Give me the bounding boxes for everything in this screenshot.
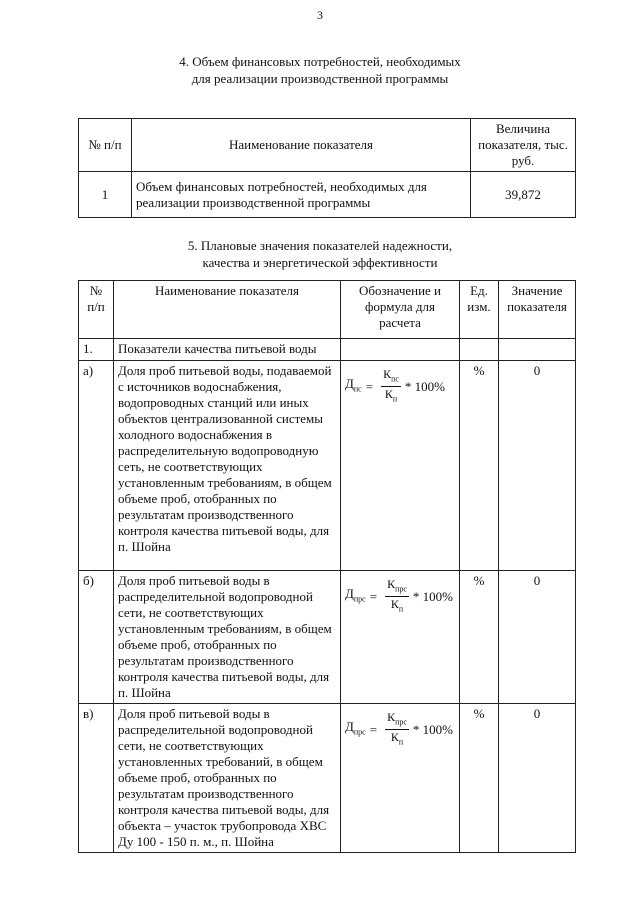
section-4-title bbox=[0, 53, 640, 87]
row-num: в) bbox=[79, 704, 114, 853]
indicators-table bbox=[78, 280, 576, 853]
formula: $Д_{прс}$ = $\frac{К_{прс}}{К_п}$ * 100% bbox=[345, 706, 455, 750]
section-5-title-line-1: 5. Плановые значения показателей надежности, bbox=[187, 238, 453, 253]
header-name: Наименование показателя bbox=[132, 119, 471, 172]
table-row bbox=[79, 172, 576, 218]
financial-needs-table bbox=[78, 118, 576, 218]
row-name: Доля проб питьевой воды в распределительной водопроводной сети, не соответствующих установленных требований, в общем объеме проб, отобранных по результатам производственного контроля качества питьевой воды, для объекта – участок трубопровода ХВС Ду 100 - 150 п. м., п. Шойна bbox=[114, 704, 341, 853]
row-value: 0 bbox=[499, 361, 576, 571]
row-value: 0 bbox=[499, 704, 576, 853]
row-value: 39,872 bbox=[471, 172, 576, 218]
table-row bbox=[79, 361, 576, 571]
row-formula bbox=[341, 361, 460, 571]
row-value: 0 bbox=[499, 571, 576, 704]
header-num: № п/п bbox=[79, 119, 132, 172]
formula: $Д_{прс}$ = $\frac{К_{прс}}{К_п}$ * 100% bbox=[345, 573, 455, 617]
section-5-title-line-2: качества и энергетической эффективности bbox=[202, 255, 438, 270]
table-header-row bbox=[79, 119, 576, 172]
header-name: Наименование показателя bbox=[114, 281, 341, 339]
section-4-title-line-2: для реализации производственной программы bbox=[191, 71, 449, 86]
section-5-title bbox=[0, 237, 640, 271]
row-unit: % bbox=[460, 361, 499, 571]
row-formula bbox=[341, 571, 460, 704]
row-formula bbox=[341, 704, 460, 853]
row-unit: % bbox=[460, 571, 499, 704]
row-unit: % bbox=[460, 704, 499, 853]
row-num: б) bbox=[79, 571, 114, 704]
row-num: а) bbox=[79, 361, 114, 571]
row-name: Объем финансовых потребностей, необходимых для реализации производственной программы bbox=[132, 172, 471, 218]
page-number: 3 bbox=[317, 8, 323, 22]
section-4-title-line-1: 4. Объем финансовых потребностей, необходимых bbox=[179, 54, 461, 69]
fraction: $\frac{К_{прс}}{К_п}$ bbox=[387, 577, 407, 614]
table-header-row bbox=[79, 281, 576, 339]
fraction: $\frac{К_{пс}}{К_п}$ bbox=[383, 367, 399, 404]
header-num: № п/п bbox=[79, 281, 114, 339]
row-name: Доля проб питьевой воды в распределительной водопроводной сети, не соответствующих установленным требованиям, в общем объеме проб, отобранных по результатам производственного контроля качества питьевой воды, для п. Шойна bbox=[114, 571, 341, 704]
group-name: Показатели качества питьевой воды bbox=[114, 339, 341, 361]
formula: $Д_{пс}$ = $\frac{К_{пс}}{К_п}$ * 100% bbox=[345, 363, 455, 407]
header-unit: Ед. изм. bbox=[460, 281, 499, 339]
row-num: 1 bbox=[79, 172, 132, 218]
fraction: $\frac{К_{прс}}{К_п}$ bbox=[387, 710, 407, 747]
table-row bbox=[79, 704, 576, 853]
table-row bbox=[79, 571, 576, 704]
row-name: Доля проб питьевой воды, подаваемой с источников водоснабжения, водопроводных станций или иных объектов централизованной системы холодного водоснабжения в распределительную водопроводную сеть, не соответствующих установленным требованиям, в общем объеме проб, отобранных по результатам производственного контроля качества питьевой воды, для п. Шойна bbox=[114, 361, 341, 571]
header-value: Значение показателя bbox=[499, 281, 576, 339]
header-formula: Обозначение и формула для расчета bbox=[341, 281, 460, 339]
header-value: Величина показателя, тыс. руб. bbox=[471, 119, 576, 172]
group-row bbox=[79, 339, 576, 361]
group-num: 1. bbox=[79, 339, 114, 361]
